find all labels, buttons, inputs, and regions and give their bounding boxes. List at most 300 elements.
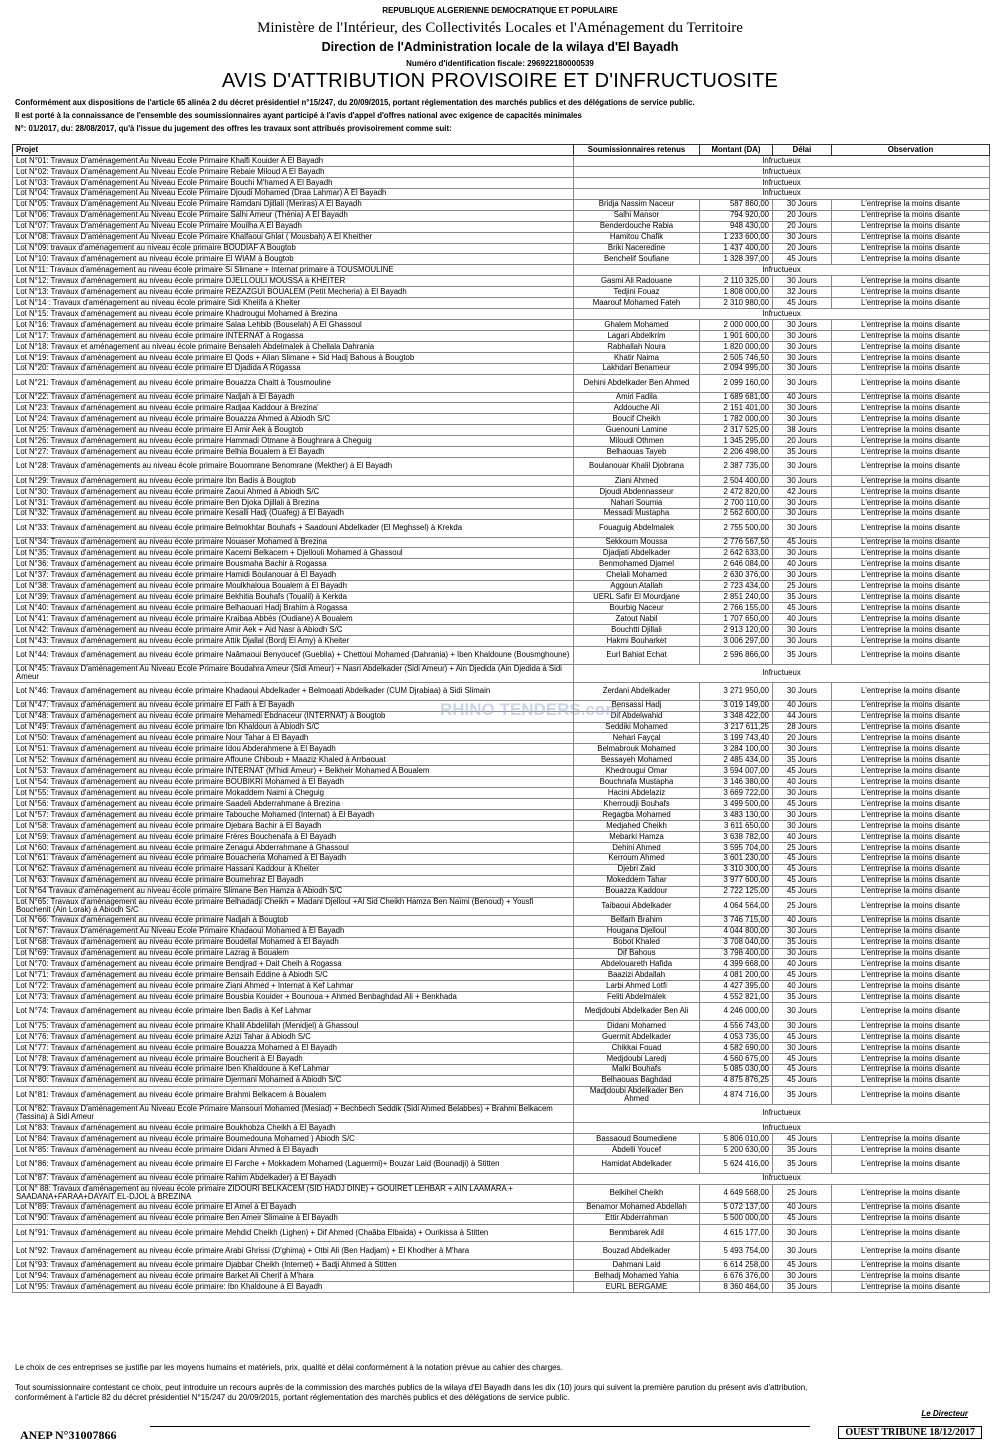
table-row xyxy=(13,458,990,476)
republic-header: REPUBLIQUE ALGERIENNE DEMOCRATIQUE ET POPULAIRE xyxy=(382,6,618,15)
lot-observation-cell: L'entreprise la moins disante xyxy=(832,981,990,992)
lot-bidder-cell: Hacini Abdelaziz xyxy=(574,788,700,799)
lot-delay-cell: 30 Jours xyxy=(773,320,832,331)
table-row xyxy=(13,603,990,614)
lot-project-cell: Lot N°70: Travaux d'aménagement au niveau école primaire Bendjrad + Dait Cheih à Rogassa xyxy=(13,959,574,970)
lot-amount-cell: 794 920,00 xyxy=(700,210,773,221)
lot-delay-cell: 35 Jours xyxy=(773,1155,832,1173)
lot-observation-cell: L'entreprise la moins disante xyxy=(832,1184,990,1202)
lot-project-cell: Lot N°41: Travaux d'aménagement au niveau école primaire Kraibaa Abbès (Oudiane) A Boualem xyxy=(13,614,574,625)
table-row xyxy=(13,1031,990,1042)
lot-bidder-cell: Madjdoubi Abdelkader Ben Ahmed xyxy=(574,1086,700,1104)
lot-project-cell: Lot N°11: Travaux d'aménagement au niveau école primaire Si Slimane + Internat primaire à TOUSMOULINE xyxy=(13,265,574,276)
lot-bidder-cell: Baazizi Abdallah xyxy=(574,970,700,981)
lot-observation-cell: L'entreprise la moins disante xyxy=(832,1042,990,1053)
lot-bidder-cell: Amiri Fadila xyxy=(574,392,700,403)
lot-bidder-cell: Didani Mohamed xyxy=(574,1021,700,1032)
lot-project-cell: Lot N°15: Travaux d'aménagement au niveau école primaire Khadrougui Mohamed à Brezina xyxy=(13,309,574,320)
lot-bidder-cell: Kherroudji Bouhafs xyxy=(574,799,700,810)
table-row xyxy=(13,188,990,199)
lot-bidder-cell: Belmabrouk Mohamed xyxy=(574,744,700,755)
lot-amount-cell: 3 594 007,00 xyxy=(700,766,773,777)
lot-project-cell: Lot N°60: Travaux d'aménagement au niveau école primaire Zenagui Abderrahmane à Ghassoul xyxy=(13,842,574,853)
lot-observation-cell: L'entreprise la moins disante xyxy=(832,287,990,298)
lot-project-cell: Lot N°23: Travaux d'aménagement au niveau école primaire Radjaa Kaddour à Brezina' xyxy=(13,403,574,414)
table-row xyxy=(13,1271,990,1282)
lot-bidder-cell: Lagari Abdelkrim xyxy=(574,331,700,342)
table-row xyxy=(13,392,990,403)
lot-delay-cell: 45 Jours xyxy=(773,537,832,548)
lot-delay-cell: 30 Jours xyxy=(773,497,832,508)
table-row xyxy=(13,1155,990,1173)
lot-bidder-cell: Dehini Abdelkader Ben Ahmed xyxy=(574,374,700,392)
table-row xyxy=(13,831,990,842)
lot-delay-cell: 45 Jours xyxy=(773,1260,832,1271)
lot-project-cell: Lot N°61: Travaux d'aménagement au niveau école primaire Bouacheria Mohamed à El Bayadh xyxy=(13,853,574,864)
lot-observation-cell: L'entreprise la moins disante xyxy=(832,537,990,548)
lot-delay-cell: 45 Jours xyxy=(773,766,832,777)
lot-observation-cell: L'entreprise la moins disante xyxy=(832,625,990,636)
table-row xyxy=(13,414,990,425)
lot-amount-cell: 948 430,00 xyxy=(700,221,773,232)
lot-amount-cell: 3 499 500,00 xyxy=(700,799,773,810)
lot-delay-cell: 45 Jours xyxy=(773,1075,832,1086)
table-row xyxy=(13,436,990,447)
lot-bidder-cell: Bouazza Kaddour xyxy=(574,886,700,897)
lot-amount-cell: 2 646 084,00 xyxy=(700,559,773,570)
lot-project-cell: Lot N°35: Travaux d'aménagement au niveau école primaire Kacemi Belkacem + Djellouli Mohamed à Ghassoul xyxy=(13,548,574,559)
table-row xyxy=(13,842,990,853)
lot-amount-cell: 3 271 950,00 xyxy=(700,682,773,700)
lot-amount-cell: 2 642 633,00 xyxy=(700,548,773,559)
lot-bidder-cell: Fouaguig Abdelmalek xyxy=(574,519,700,537)
lot-project-cell: Lot N°09: travaux d'aménagement au niveau école primaire BOUDIAF A Bougtob xyxy=(13,243,574,254)
lot-observation-cell: L'entreprise la moins disante xyxy=(832,1075,990,1086)
lot-project-cell: Lot N°37: Travaux d'aménagement au niveau école primaire Hamidi Boulanouar à El Bayadh xyxy=(13,570,574,581)
lot-project-cell: Lot N°71: Travaux d'aménagement au niveau école primaire Bensaih Eddine à Abiodh S/C xyxy=(13,970,574,981)
lot-delay-cell: 25 Jours xyxy=(773,842,832,853)
lot-observation-cell: L'entreprise la moins disante xyxy=(832,570,990,581)
lot-project-cell: Lot N°27: Travaux d'aménagement au niveau école primaire Belhia Boualem à El Bayadh xyxy=(13,447,574,458)
lot-observation-cell: L'entreprise la moins disante xyxy=(832,897,990,915)
lot-project-cell: Lot N°68: Travaux d'aménagement au niveau école primaire Boudellal Mohamed à El Bayadh xyxy=(13,937,574,948)
table-row xyxy=(13,777,990,788)
lot-amount-cell: 4 874 716,00 xyxy=(700,1086,773,1104)
lot-project-cell: Lot N°19: Travaux d'aménagement au niveau école primaire El Qods + Alian Slimane + Sid Hadj Bahous à Bougtob xyxy=(13,352,574,363)
lot-delay-cell: 20 Jours xyxy=(773,243,832,254)
lot-delay-cell: 20 Jours xyxy=(773,210,832,221)
table-row xyxy=(13,635,990,646)
lot-project-cell: Lot N°80: Travaux d'aménagement au niveau école primaire Djermani Mohamed à Abiodh S/C xyxy=(13,1075,574,1086)
lot-bidder-cell: Djoudi Abdennasseur xyxy=(574,486,700,497)
lot-delay-cell: 30 Jours xyxy=(773,1021,832,1032)
lot-status-cell: Infructueux xyxy=(574,1123,990,1134)
lot-observation-cell: L'entreprise la moins disante xyxy=(832,243,990,254)
lot-bidder-cell: Mebarki Hamza xyxy=(574,831,700,842)
lot-delay-cell: 30 Jours xyxy=(773,341,832,352)
lot-amount-cell: 1 901 600,00 xyxy=(700,331,773,342)
lot-amount-cell: 2 472 820,00 xyxy=(700,486,773,497)
lot-observation-cell: L'entreprise la moins disante xyxy=(832,886,990,897)
lot-project-cell: Lot N°53: Travaux d'aménagement au niveau école primaire INTERNAT (M'hidi Ameur) + Belkheir Mohamed A Boualem xyxy=(13,766,574,777)
lot-observation-cell: L'entreprise la moins disante xyxy=(832,614,990,625)
table-row xyxy=(13,243,990,254)
lot-delay-cell: 30 Jours xyxy=(773,1224,832,1242)
table-row xyxy=(13,341,990,352)
table-row xyxy=(13,508,990,519)
lot-bidder-cell: Benchelif Soufiane xyxy=(574,254,700,265)
lot-project-cell: Lot N°46: Travaux d'aménagement au niveau école primaire Khadaoui Abdelkader + Belmoaati Abdelkader (CUM Djrabiaa) à Sidi Slimain xyxy=(13,682,574,700)
lot-observation-cell: L'entreprise la moins disante xyxy=(832,232,990,243)
lot-project-cell: Lot N°84: Travaux d'aménagement au niveau école primaire Boumedouna Mohamed ) Abiodh S/C xyxy=(13,1133,574,1144)
lot-observation-cell: L'entreprise la moins disante xyxy=(832,475,990,486)
lot-status-cell: Infructueux xyxy=(574,1104,990,1122)
lot-bidder-cell: Abdelli Youcef xyxy=(574,1144,700,1155)
lot-project-cell: Lot N°32: Travaux d'aménagement au niveau école primaire Kesalli Hadj (Ouafeg) à El Bayadh xyxy=(13,508,574,519)
lot-amount-cell: 3 348 422,00 xyxy=(700,711,773,722)
table-row xyxy=(13,309,990,320)
table-row xyxy=(13,298,990,309)
lot-delay-cell: 30 Jours xyxy=(773,682,832,700)
lot-delay-cell: 30 Jours xyxy=(773,1042,832,1053)
table-row xyxy=(13,1086,990,1104)
lot-observation-cell: L'entreprise la moins disante xyxy=(832,254,990,265)
table-row xyxy=(13,1213,990,1224)
lot-delay-cell: 30 Jours xyxy=(773,199,832,210)
lot-observation-cell: L'entreprise la moins disante xyxy=(832,298,990,309)
lot-amount-cell: 2 723 434,00 xyxy=(700,581,773,592)
lot-project-cell: Lot N°12: Travaux d'aménagement au niveau école primaire DJELLOULI MOUSSA à KHEITER xyxy=(13,276,574,287)
table-row xyxy=(13,199,990,210)
lot-amount-cell: 4 053 735,00 xyxy=(700,1031,773,1042)
table-row xyxy=(13,722,990,733)
table-row xyxy=(13,232,990,243)
table-row xyxy=(13,766,990,777)
lot-bidder-cell: Mokeddem Tahar xyxy=(574,875,700,886)
lot-delay-cell: 35 Jours xyxy=(773,1086,832,1104)
lot-bidder-cell: Belhadj Mohamed Yahia xyxy=(574,1271,700,1282)
lot-delay-cell: 40 Jours xyxy=(773,700,832,711)
lot-bidder-cell: Eurl Bahiat Echat xyxy=(574,646,700,664)
lot-observation-cell: L'entreprise la moins disante xyxy=(832,926,990,937)
lot-amount-cell: 2 485 434,00 xyxy=(700,755,773,766)
lot-project-cell: Lot N°47: Travaux d'aménagement au niveau école primaire El Fath à El Bayadh xyxy=(13,700,574,711)
lot-amount-cell: 3 019 149,00 xyxy=(700,700,773,711)
lot-bidder-cell: Benderdouche Rabia xyxy=(574,221,700,232)
lot-delay-cell: 20 Jours xyxy=(773,436,832,447)
lot-bidder-cell: Bourbig Naceur xyxy=(574,603,700,614)
lot-bidder-cell: Khatir Naima xyxy=(574,352,700,363)
lot-observation-cell: L'entreprise la moins disante xyxy=(832,414,990,425)
lot-amount-cell: 3 638 782,00 xyxy=(700,831,773,842)
table-row xyxy=(13,363,990,374)
lot-delay-cell: 30 Jours xyxy=(773,331,832,342)
lot-project-cell: Lot N°85: Travaux d'aménagement au niveau école primaire Didani Ahmed à El Bayadh xyxy=(13,1144,574,1155)
lot-bidder-cell: EURL BERGAME xyxy=(574,1282,700,1293)
table-row xyxy=(13,1202,990,1213)
lot-delay-cell: 42 Jours xyxy=(773,486,832,497)
table-row xyxy=(13,276,990,287)
lot-observation-cell: L'entreprise la moins disante xyxy=(832,519,990,537)
lot-bidder-cell: Medjdoubi Abdelkader Ben Ali xyxy=(574,1003,700,1021)
lot-delay-cell: 45 Jours xyxy=(773,1053,832,1064)
lot-delay-cell: 45 Jours xyxy=(773,864,832,875)
lot-project-cell: Lot N°92: Travaux d'aménagement au niveau école primaire Arabi Ghrissi (D'ghima) + Otbi Ali (Ben Hadjam) + El Khodher à M'hara xyxy=(13,1242,574,1260)
lot-observation-cell: L'entreprise la moins disante xyxy=(832,744,990,755)
lot-project-cell: Lot N°43: Travaux d'aménagement au niveau école primaire Attik Djallal (Bordj El Amy) à Kheiter xyxy=(13,635,574,646)
lot-delay-cell: 44 Jours xyxy=(773,711,832,722)
table-row xyxy=(13,875,990,886)
lot-amount-cell: 1 782 000,00 xyxy=(700,414,773,425)
lot-amount-cell: 5 493 754,00 xyxy=(700,1242,773,1260)
lot-bidder-cell: Hakmi Bouharket xyxy=(574,635,700,646)
lot-project-cell: Lot N°18: Travaux et aménagement au niveau école primaire Bensaleh Abdelmalek à Chellala Dahrania xyxy=(13,341,574,352)
lot-amount-cell: 1 820 000,00 xyxy=(700,341,773,352)
lot-status-cell: Infructueux xyxy=(574,188,990,199)
lot-project-cell: Lot N°78: Travaux d'aménagement au niveau école primaire Boucherit à El Bayadh xyxy=(13,1053,574,1064)
lot-delay-cell: 45 Jours xyxy=(773,603,832,614)
lot-project-cell: Lot N°54: Travaux d'aménagement au niveau école primaire BOUBIKRI Mohamed à El Bayadh xyxy=(13,777,574,788)
lot-amount-cell: 4 044 800,00 xyxy=(700,926,773,937)
lot-observation-cell: L'entreprise la moins disante xyxy=(832,722,990,733)
lot-observation-cell: L'entreprise la moins disante xyxy=(832,831,990,842)
table-row xyxy=(13,864,990,875)
lot-bidder-cell: Messadi Mustapha xyxy=(574,508,700,519)
lot-amount-cell: 3 310 300,00 xyxy=(700,864,773,875)
lot-bidder-cell: Belhaouas Tayeb xyxy=(574,447,700,458)
lot-bidder-cell: Boucif Cheikh xyxy=(574,414,700,425)
table-row xyxy=(13,1003,990,1021)
lot-observation-cell: L'entreprise la moins disante xyxy=(832,1031,990,1042)
table-row xyxy=(13,853,990,864)
watermark-logo: RHINO TENDERS.com xyxy=(440,700,621,719)
lot-delay-cell: 30 Jours xyxy=(773,414,832,425)
table-row xyxy=(13,926,990,937)
lot-bidder-cell: Bridja Nassim Naceur xyxy=(574,199,700,210)
lot-amount-cell: 3 611 650,00 xyxy=(700,820,773,831)
lot-bidder-cell: Benmohamed Djamel xyxy=(574,559,700,570)
lot-amount-cell: 3 601 230,00 xyxy=(700,853,773,864)
lot-status-cell: Infructueux xyxy=(574,664,990,682)
lot-amount-cell: 5 500 000,00 xyxy=(700,1213,773,1224)
lot-amount-cell: 2 206 498,00 xyxy=(700,447,773,458)
lot-project-cell: Lot N°39: Travaux d'aménagement au niveau école primaire Bekhitia Bouhafs (Toualil) à Kerkda xyxy=(13,592,574,603)
anep-number: ANEP N°31007866 xyxy=(20,1428,117,1442)
table-row xyxy=(13,1064,990,1075)
table-row xyxy=(13,981,990,992)
table-row xyxy=(13,886,990,897)
lot-observation-cell: L'entreprise la moins disante xyxy=(832,711,990,722)
lot-delay-cell: 30 Jours xyxy=(773,570,832,581)
table-row xyxy=(13,374,990,392)
lot-observation-cell: L'entreprise la moins disante xyxy=(832,733,990,744)
table-row xyxy=(13,475,990,486)
lot-delay-cell: 45 Jours xyxy=(773,254,832,265)
lot-project-cell: Lot N°67: Travaux D'aménagement Au Niveau Ecole Primaire Khadaoui Mohamed à El Bayadh xyxy=(13,926,574,937)
lot-amount-cell: 2 766 155,00 xyxy=(700,603,773,614)
lot-project-cell: Lot N°73: Travaux d'aménagement au niveau école primaire Bousbia Kouider + Bounoua + Ahmed Benbaghdad Ali + Benkhada xyxy=(13,992,574,1003)
table-body xyxy=(13,156,990,1293)
table-row xyxy=(13,287,990,298)
lot-amount-cell: 2 700 110,00 xyxy=(700,497,773,508)
lot-amount-cell: 2 776 567,50 xyxy=(700,537,773,548)
lot-project-cell: Lot N°16: Travaux d'aménagement au niveau école primaire Salaa Lehbib (Bouselah) A El Ghassoul xyxy=(13,320,574,331)
lot-bidder-cell: Bobot Khaled xyxy=(574,937,700,948)
lot-amount-cell: 3 746 715,00 xyxy=(700,915,773,926)
lot-bidder-cell: Briki Naceredine xyxy=(574,243,700,254)
lot-observation-cell: L'entreprise la moins disante xyxy=(832,853,990,864)
table-header-row xyxy=(13,145,990,156)
lot-project-cell: Lot N°74: Travaux d'aménagement au niveau école primaire Iben Badis à Kef Lahmar xyxy=(13,1003,574,1021)
lot-project-cell: Lot N°95: Travaux d'aménagement au niveau école primaire: Ibn Khaldoune à El Bayadh xyxy=(13,1282,574,1293)
lot-delay-cell: 40 Jours xyxy=(773,981,832,992)
lot-project-cell: Lot N°13: Travaux d'aménagement au niveau école primaire REZAZGUI BOUALEM (Petit Mecheria) à El Bayadh xyxy=(13,287,574,298)
lot-observation-cell: L'entreprise la moins disante xyxy=(832,1144,990,1155)
lot-project-cell: Lot N°22: Travaux d'aménagement au niveau école primaire Nadjah à El Bayadh xyxy=(13,392,574,403)
table-row xyxy=(13,166,990,177)
table-row xyxy=(13,1173,990,1184)
lot-project-cell: Lot N°51: Travaux d'aménagement au niveau école primaire Idou Abderahmene à El Bayadh xyxy=(13,744,574,755)
lot-bidder-cell: Aggoun Atallah xyxy=(574,581,700,592)
lot-amount-cell: 2 000 000,00 xyxy=(700,320,773,331)
table-row xyxy=(13,331,990,342)
lot-bidder-cell: Bouchnafa Mustapha xyxy=(574,777,700,788)
lot-amount-cell: 2 505 746,50 xyxy=(700,352,773,363)
lot-amount-cell: 2 630 376,00 xyxy=(700,570,773,581)
lot-delay-cell: 35 Jours xyxy=(773,1282,832,1293)
lot-project-cell: Lot N°42: Travaux d'aménagement au niveau école primaire Amir Aek + Aid Nasr à Abiodh S/C xyxy=(13,625,574,636)
lot-amount-cell: 2 596 866,00 xyxy=(700,646,773,664)
lot-status-cell: Infructueux xyxy=(574,309,990,320)
table-row xyxy=(13,664,990,682)
lot-bidder-cell: Bouzad Abdelkader xyxy=(574,1242,700,1260)
lot-observation-cell: L'entreprise la moins disante xyxy=(832,842,990,853)
lot-amount-cell: 2 387 735,00 xyxy=(700,458,773,476)
lot-bidder-cell: UERL Safir El Mourdjane xyxy=(574,592,700,603)
lot-project-cell: Lot N°66: Travaux d'aménagement au niveau école primaire Nadjah à Bougtob xyxy=(13,915,574,926)
lot-observation-cell: L'entreprise la moins disante xyxy=(832,548,990,559)
lot-observation-cell: L'entreprise la moins disante xyxy=(832,199,990,210)
lot-bidder-cell: Bensassi Hadj xyxy=(574,700,700,711)
lot-observation-cell: L'entreprise la moins disante xyxy=(832,948,990,959)
lot-project-cell: Lot N°89: Travaux d'aménagement au niveau école primaire El Amel à El Bayadh xyxy=(13,1202,574,1213)
lot-amount-cell: 3 798 400,00 xyxy=(700,948,773,959)
table-row xyxy=(13,352,990,363)
lot-project-cell: Lot N°36: Travaux d'aménagement au niveau école primaire Bousmaha Bachir à Rogassa xyxy=(13,559,574,570)
lot-bidder-cell: Belkihel Cheikh xyxy=(574,1184,700,1202)
lot-project-cell: Lot N°82: Travaux D'aménagement Au Niveau Ecole Primaire Mansouri Mohamed (Mesiad) + Bechbech Seddik (Sidi Ahmed Belabbes) + Brahmi Belkacem (Tassina) à Sidi Ameur xyxy=(13,1104,574,1122)
table-row xyxy=(13,1104,990,1122)
table-row xyxy=(13,1021,990,1032)
table-row xyxy=(13,1042,990,1053)
lot-project-cell: Lot N°58: Travaux d'aménagement au niveau école primaire Djebara Bachir à El Bayadh xyxy=(13,820,574,831)
lot-project-cell: Lot N°62: Travaux d'aménagement au niveau école primaire Hassani Kaddour à Kheiter xyxy=(13,864,574,875)
lot-delay-cell: 30 Jours xyxy=(773,548,832,559)
lot-project-cell: Lot N°86: Travaux d'aménagement au niveau école primaire El Farche + Mokkadem Mohamed (Laguermi)+ Bouzar Laid (Bounadji) à Stitten xyxy=(13,1155,574,1173)
header-soumissionnaires: Soumissionnaires retenus xyxy=(574,145,700,156)
lot-amount-cell: 4 064 564,00 xyxy=(700,897,773,915)
lot-amount-cell: 8 360 464,00 xyxy=(700,1282,773,1293)
lot-amount-cell: 3 006 297,00 xyxy=(700,635,773,646)
table-row xyxy=(13,915,990,926)
lot-status-cell: Infructueux xyxy=(574,156,990,167)
lot-delay-cell: 35 Jours xyxy=(773,592,832,603)
lot-delay-cell: 40 Jours xyxy=(773,392,832,403)
lot-bidder-cell: Addouche Ali xyxy=(574,403,700,414)
lot-delay-cell: 30 Jours xyxy=(773,363,832,374)
table-row xyxy=(13,570,990,581)
lot-bidder-cell: Bouchtti Djillali xyxy=(574,625,700,636)
lot-observation-cell: L'entreprise la moins disante xyxy=(832,497,990,508)
lot-amount-cell: 2 504 400,00 xyxy=(700,475,773,486)
lot-delay-cell: 45 Jours xyxy=(773,1213,832,1224)
lot-observation-cell: L'entreprise la moins disante xyxy=(832,766,990,777)
header-observation: Observation xyxy=(832,145,990,156)
lot-project-cell: Lot N°10: Travaux d'aménagement au niveau école primaire El WIAM à Bougtob xyxy=(13,254,574,265)
lot-amount-cell: 4 246 000,00 xyxy=(700,1003,773,1021)
justification-text: Le choix de ces entreprises se justifie par les moyens humains et matériels, prix, qualité et délai conformément à la notation prévue au cahier des charges. xyxy=(15,1363,563,1372)
lot-project-cell: Lot N°17: Travaux d'aménagement au niveau école primaire INTERNAT à Rogassa xyxy=(13,331,574,342)
lot-bidder-cell: Dehini Ahmed xyxy=(574,842,700,853)
lot-amount-cell: 2 310 980,00 xyxy=(700,298,773,309)
lot-project-cell: Lot N°77: Travaux d'aménagement au niveau école primaire Bouazza Mohamed à El Bayadh xyxy=(13,1042,574,1053)
lot-observation-cell: L'entreprise la moins disante xyxy=(832,592,990,603)
lot-delay-cell: 30 Jours xyxy=(773,458,832,476)
lot-project-cell: Lot N°90: Travaux d'aménagement au niveau école primaire Ben Ameir Slimaine à El Bayadh xyxy=(13,1213,574,1224)
lot-project-cell: Lot N°75: Travaux d'aménagement au niveau école primaire Khalil Abdelillah (Menidjel) à Ghassoul xyxy=(13,1021,574,1032)
lot-project-cell: Lot N°07: Travaux D'aménagement Au Niveau Ecole Primaire Mouilha A El Bayadh xyxy=(13,221,574,232)
lot-bidder-cell: Belhaouas Baghdad xyxy=(574,1075,700,1086)
lot-observation-cell: L'entreprise la moins disante xyxy=(832,864,990,875)
lot-observation-cell: L'entreprise la moins disante xyxy=(832,331,990,342)
lot-amount-cell: 5 806 010,00 xyxy=(700,1133,773,1144)
table-row xyxy=(13,755,990,766)
lot-bidder-cell: Guenouni Lamine xyxy=(574,425,700,436)
lot-amount-cell: 1 808 000,00 xyxy=(700,287,773,298)
lot-delay-cell: 25 Jours xyxy=(773,897,832,915)
lot-bidder-cell: Medjdoubi Laredj xyxy=(574,1053,700,1064)
lot-amount-cell: 5 085 030,00 xyxy=(700,1064,773,1075)
lot-observation-cell: L'entreprise la moins disante xyxy=(832,1021,990,1032)
lot-observation-cell: L'entreprise la moins disante xyxy=(832,1282,990,1293)
lot-bidder-cell: Bessayeh Mohamed xyxy=(574,755,700,766)
lot-bidder-cell: Zerdani Abdelkader xyxy=(574,682,700,700)
lot-bidder-cell: Zatout Nabil xyxy=(574,614,700,625)
lot-bidder-cell: Djadjati Abdelkader xyxy=(574,548,700,559)
lot-observation-cell: L'entreprise la moins disante xyxy=(832,788,990,799)
lot-bidder-cell: Maarouf Mohamed Fateh xyxy=(574,298,700,309)
lot-project-cell: Lot N°25: Travaux d'aménagement au niveau école primaire El Amir Aek à Bougtob xyxy=(13,425,574,436)
lot-observation-cell: L'entreprise la moins disante xyxy=(832,1155,990,1173)
lot-amount-cell: 6 614 258,00 xyxy=(700,1260,773,1271)
lot-bidder-cell: Belfarh Brahim xyxy=(574,915,700,926)
lot-amount-cell: 3 199 743,40 xyxy=(700,733,773,744)
lot-delay-cell: 30 Jours xyxy=(773,1242,832,1260)
lot-project-cell: Lot N°38: Travaux d'aménagement au niveau école primaire Moulkhaloua Boualem à El Bayadh xyxy=(13,581,574,592)
lot-project-cell: Lot N°65: Travaux d'aménagement au niveau école primaire Belhadadji Cheikh + Madani Djelloul +Al Sid Cheikh Hamza Ben Naïmi (Benoud) + Yousfi Bouchenit (Ain Lorak) à Abiodh S/C xyxy=(13,897,574,915)
lot-delay-cell: 20 Jours xyxy=(773,221,832,232)
table-row xyxy=(13,1133,990,1144)
lot-bidder-cell: Taibaoui Abdelkader xyxy=(574,897,700,915)
lot-status-cell: Infructueux xyxy=(574,1173,990,1184)
lot-delay-cell: 30 Jours xyxy=(773,475,832,486)
table-row xyxy=(13,1123,990,1134)
table-row xyxy=(13,486,990,497)
lot-observation-cell: L'entreprise la moins disante xyxy=(832,682,990,700)
lot-amount-cell: 3 669 722,00 xyxy=(700,788,773,799)
table-row xyxy=(13,156,990,167)
lot-delay-cell: 30 Jours xyxy=(773,820,832,831)
